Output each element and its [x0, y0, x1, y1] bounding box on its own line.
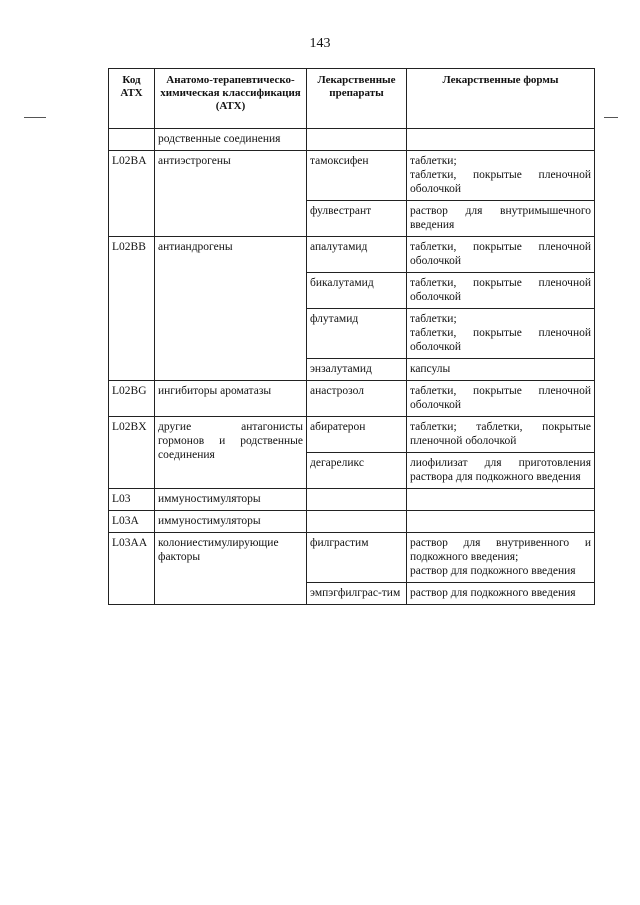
drug-cell: флутамид [307, 309, 407, 359]
classification-cell: колониестимулирующие факторы [155, 533, 307, 605]
form-line: таблетки, покрытые пленочной оболочкой [410, 385, 591, 411]
code-cell: L02BG [109, 381, 155, 417]
drug-cell: апалутамид [307, 237, 407, 273]
classification-cell: антиандрогены [155, 237, 307, 381]
forms-cell [407, 453, 595, 489]
forms-cell [407, 237, 595, 273]
forms-cell [407, 533, 595, 583]
classification-cell: родственные соединения [155, 129, 307, 151]
header-forms: Лекарственные формы [407, 69, 595, 129]
left-margin-mark [24, 117, 46, 118]
forms-cell [407, 583, 595, 605]
form-line: таблетки; таблетки, покрытые пленочной оболочкой [410, 421, 591, 447]
table-row [109, 417, 595, 453]
header-code: Код АТХ [109, 69, 155, 129]
header-classification: Анатомо-терапевтическо-химическая классификация (АТХ) [155, 69, 307, 129]
header-row [109, 69, 595, 129]
form-line: таблетки; [410, 155, 457, 167]
form-line: раствор для подкожного введения [410, 587, 576, 599]
forms-cell [407, 511, 595, 533]
table-row [109, 533, 595, 583]
form-line: таблетки, покрытые пленочной оболочкой [410, 277, 591, 303]
code-cell: L03 [109, 489, 155, 511]
drug-cell: энзалутамид [307, 359, 407, 381]
drug-cell: эмпэгфилграс-тим [307, 583, 407, 605]
form-line: раствор для внутривенного и подкожного введения; [410, 537, 591, 563]
classification-cell: антиэстрогены [155, 151, 307, 237]
page-number: 143 [309, 36, 331, 51]
forms-cell [407, 273, 595, 309]
table-row [109, 237, 595, 273]
table-row [109, 151, 595, 201]
drug-cell [307, 129, 407, 151]
right-margin-mark [604, 117, 618, 118]
code-cell: L03A [109, 511, 155, 533]
code-cell: L02BX [109, 417, 155, 489]
form-line: лиофилизат для приготовления раствора для подкожного введения [410, 457, 591, 483]
classification-cell: ингибиторы ароматазы [155, 381, 307, 417]
table-row [109, 381, 595, 417]
forms-cell [407, 201, 595, 237]
drug-cell [307, 489, 407, 511]
table-row [109, 489, 595, 511]
form-line: таблетки; [410, 313, 457, 325]
classification-cell: другие антагонисты гормонов и родственные соединения [155, 417, 307, 489]
table-row [109, 129, 595, 151]
drug-cell: бикалутамид [307, 273, 407, 309]
form-line: таблетки, покрытые пленочной оболочкой [410, 169, 591, 195]
forms-cell [407, 359, 595, 381]
forms-cell [407, 417, 595, 453]
forms-cell [407, 129, 595, 151]
form-line: таблетки, покрытые пленочной оболочкой [410, 327, 591, 353]
drug-cell: анастрозол [307, 381, 407, 417]
code-cell: L02BA [109, 151, 155, 237]
classification-cell: иммуностимуляторы [155, 489, 307, 511]
forms-cell [407, 489, 595, 511]
drug-cell: дегареликс [307, 453, 407, 489]
form-line: капсулы [410, 363, 451, 375]
drug-cell: филграстим [307, 533, 407, 583]
form-line: таблетки, покрытые пленочной оболочкой [410, 241, 591, 267]
drug-cell: фулвестрант [307, 201, 407, 237]
code-cell: L03AA [109, 533, 155, 605]
classification-cell: иммуностимуляторы [155, 511, 307, 533]
atx-table [108, 68, 595, 605]
drug-cell [307, 511, 407, 533]
drug-cell: абиратерон [307, 417, 407, 453]
drug-cell: тамоксифен [307, 151, 407, 201]
form-line: раствор для подкожного введения [410, 565, 576, 577]
form-line: раствор для внутримышечного введения [410, 205, 591, 231]
forms-cell [407, 151, 595, 201]
forms-cell [407, 309, 595, 359]
code-cell [109, 129, 155, 151]
table-row [109, 511, 595, 533]
forms-cell [407, 381, 595, 417]
header-drugs: Лекарственные препараты [307, 69, 407, 129]
code-cell: L02BB [109, 237, 155, 381]
